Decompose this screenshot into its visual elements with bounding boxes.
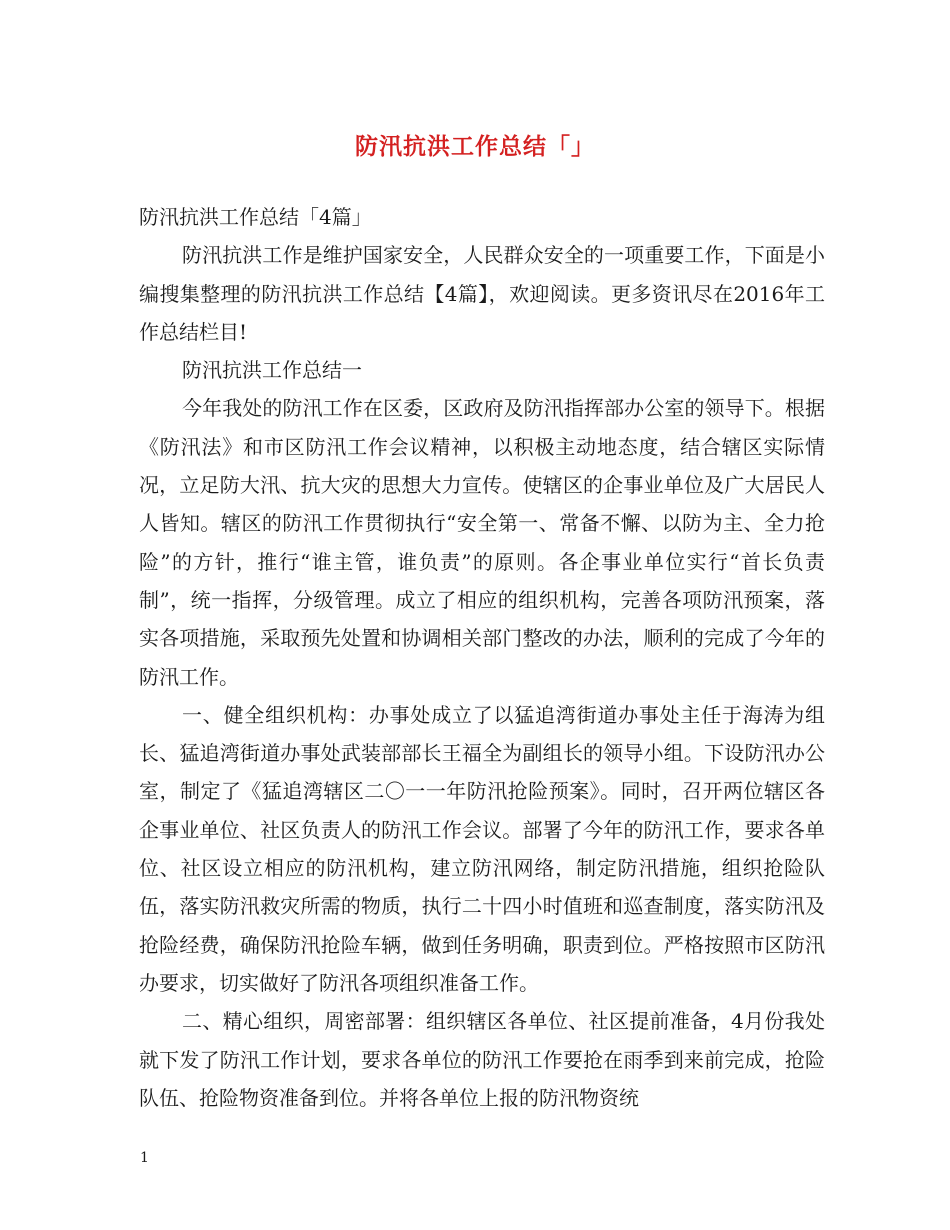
intro-paragraph: 防汛抗洪工作是维护国家安全，人民群众安全的一项重要工作，下面是小编搜集整理的防汛抗洪工作总结【4篇】，欢迎阅读。更多资讯尽在2016年工作总结栏目! bbox=[139, 243, 825, 344]
document-subtitle: 防汛抗洪工作总结「4篇」 bbox=[139, 205, 372, 229]
body-paragraph: 二、精心组织，周密部署：组织辖区各单位、社区提前准备，4月份我处就下发了防汛工作计划，要求各单位的防汛工作要抢在雨季到来前完成，抢险队伍、抢险物资准备到位。并将各单位上报的防汛物资统 bbox=[139, 1009, 825, 1110]
document-body bbox=[139, 198, 825, 1117]
body-paragraph: 一、健全组织机构：办事处成立了以猛追湾街道办事处主任于海涛为组长、猛追湾街道办事处武装部部长王福全为副组长的领导小组。下设防汛办公室，制定了《猛追湾辖区二〇一一年防汛抢险预案》。同时，召开两位辖区各企事业单位、社区负责人的防汛工作会议。部署了今年的防汛工作，要求各单位、社区设立相应的防汛机构，建立防汛网络，制定防汛措施，组织抢险队伍，落实防汛救灾所需的物质，执行二十四小时值班和巡查制度，落实防汛及抢险经费，确保防汛抢险车辆，做到任务明确，职责到位。严格按照市区防汛办要求，切实做好了防汛各项组织准备工作。 bbox=[139, 702, 825, 995]
body-paragraph: 今年我处的防汛工作在区委，区政府及防汛指挥部办公室的领导下。根据《防汛法》和市区防汛工作会议精神，以积极主动地态度，结合辖区实际情况，立足防大汛、抗大灾的思想大力宣传。使辖区的企事业单位及广大居民人人皆知。辖区的防汛工作贯彻执行“安全第一、常备不懈、以防为主、全力抢险”的方针，推行“谁主管，谁负责”的原则。各企事业单位实行“首长负责制”，统一指挥，分级管理。成立了相应的组织机构，完善各项防汛预案，落实各项措施，采取预先处置和协调相关部门整改的办法，顺利的完成了今年的防汛工作。 bbox=[139, 396, 825, 689]
section-heading: 防汛抗洪工作总结一 bbox=[182, 358, 362, 383]
document-title: 防汛抗洪工作总结「」 bbox=[355, 133, 595, 160]
page-number: 1 bbox=[140, 1150, 149, 1166]
